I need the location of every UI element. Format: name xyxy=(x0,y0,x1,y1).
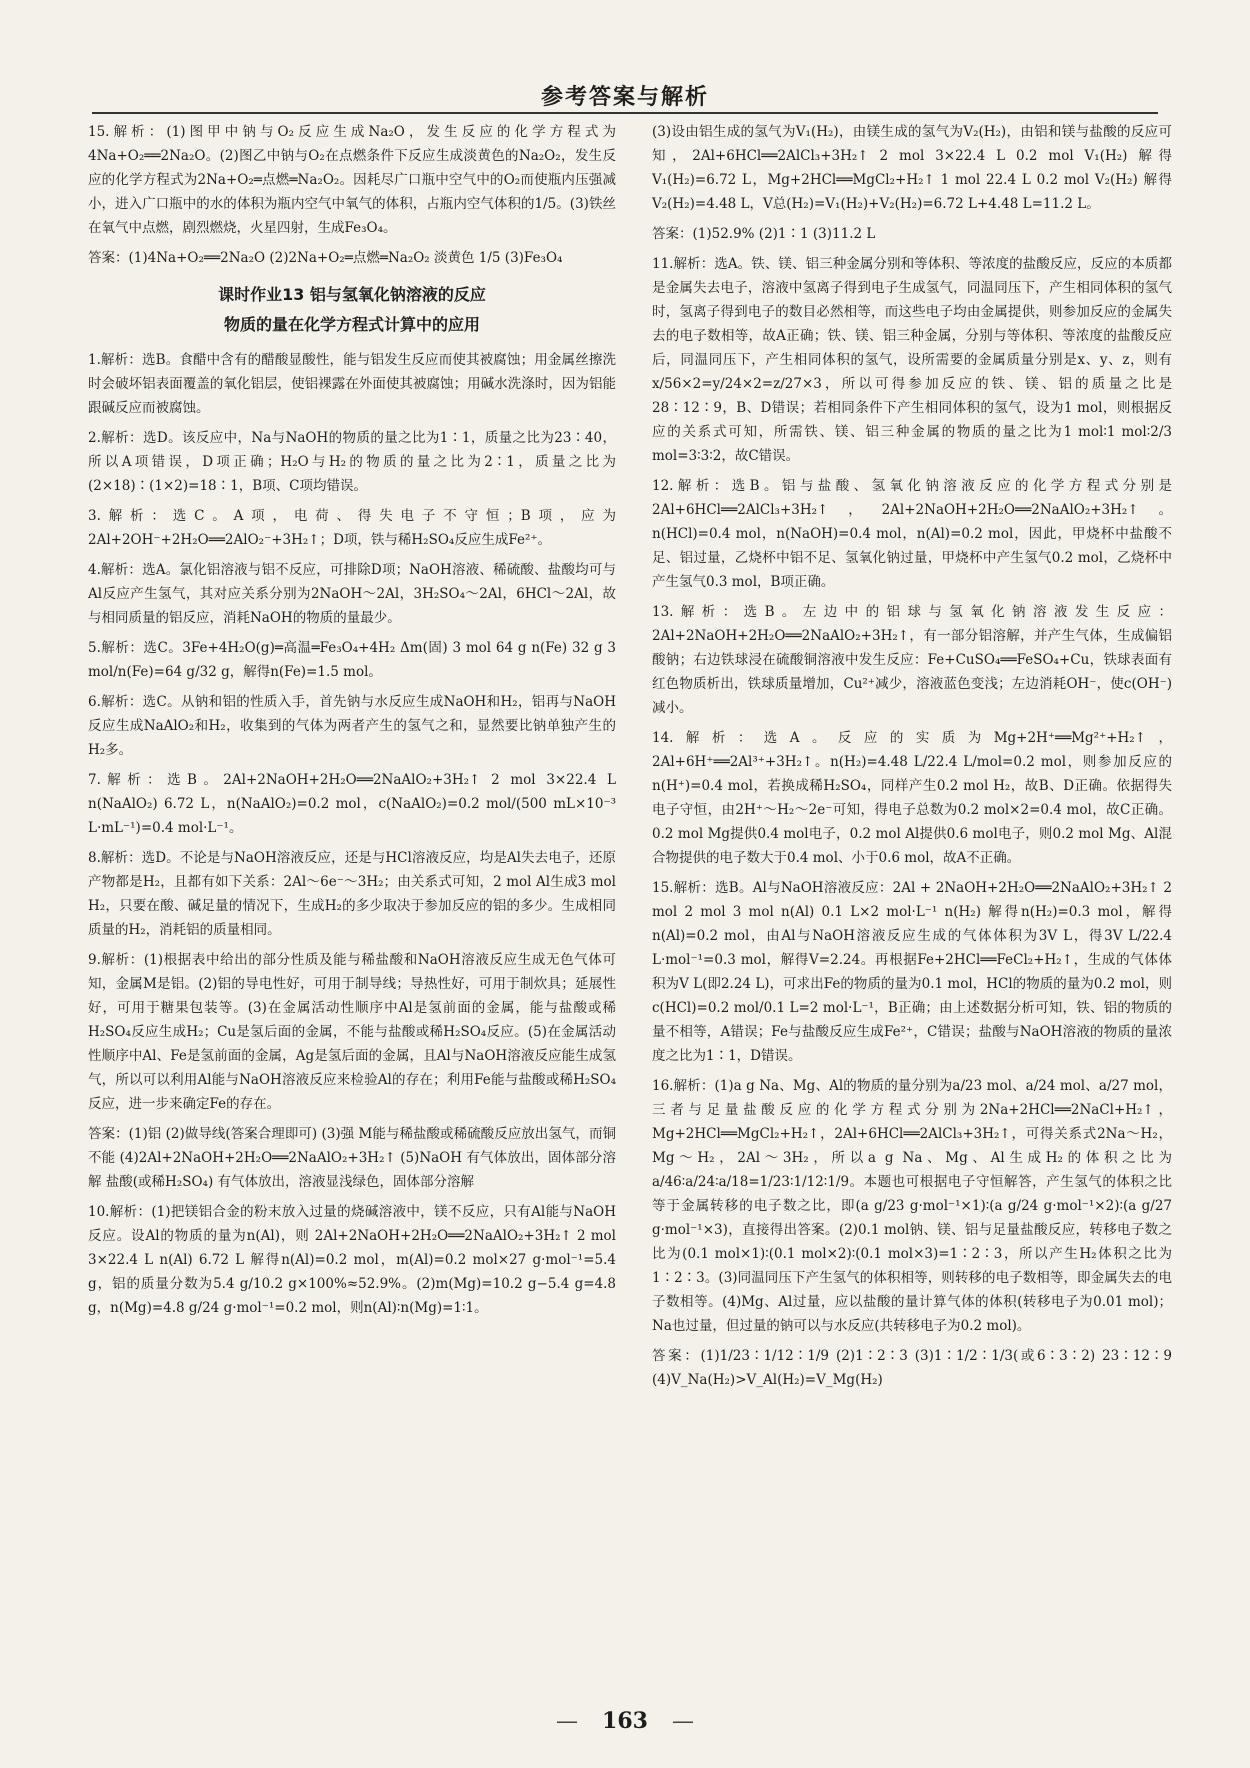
answer-8: 8.解析：选D。不论是与NaOH溶液反应，还是与HCl溶液反应，均是Al失去电子，还原产物都是H₂，且都有如下关系：2Al～6e⁻～3H₂；由关系式可知，2 mol Al生成3 mol H₂，只要在酸、碱足量的情况下，生成H₂的多少取决于参加反应的铝的多少。生成相同质量的H₂，消耗铝的质量相同。 xyxy=(88,850,616,938)
answer-15: 15.解析：选B。Al与NaOH溶液反应：2Al + 2NaOH+2H₂O══2NaAlO₂+3H₂↑ 2 mol 2 mol 3 mol n(Al) 0.1 L×2 mol·L⁻¹ n(H₂) 解得n(H₂)=0.3 mol，解得n(Al)=0.2 mol，由Al与NaOH溶液反应生成的气体体积为3V L，得3V L/22.4 L·mol⁻¹=0.3 mol，解得V=2.24。再根据Fe+2HCl══FeCl₂+H₂↑，生成的气体体积为V L(即2.24 L)，可求出Fe的物质的量为0.1 mol，HCl的物质的量为0.2 mol，则c(HCl)=0.2 mol/0.1 L=2 mol·L⁻¹，B正确；由上述数据分析可知，铁、铝的物质的量不相等，A错误；Fe与盐酸反应生成Fe²⁺，C错误；盐酸与NaOH溶液的物质的量浓度之比为1∶1，D错误。 xyxy=(652,880,1172,1064)
page-header-title: 参考答案与解析 xyxy=(540,85,709,110)
answer-10-result: 答案：(1)52.9% (2)1∶1 (3)11.2 L xyxy=(652,226,876,242)
answer-13: 13.解析：选B。左边中的铝球与氢氧化钠溶液发生反应：2Al+2NaOH+2H₂O══2NaAlO₂+3H₂↑，有一部分铝溶解，并产生气体，生成偏铝酸钠；右边铁球浸在硫酸铜溶液中发生反应：Fe+CuSO₄══FeSO₄+Cu，铁球表面有红色物质析出，铁球质量增加，Cu²⁺减少，溶液蓝色变浅；左边消耗OH⁻，使c(OH⁻)减小。 xyxy=(652,604,1172,716)
answer-11: 11.解析：选A。铁、镁、铝三种金属分别和等体积、等浓度的盐酸反应，反应的本质都是金属失去电子，溶液中氢离子得到电子生成氢气，同温同压下，产生相同体积的氢气时，氢离子得到电子的数目必然相等，而这些电子均由金属提供，则参加反应的金属失去的电子数相等，故A正确；铁、镁、铝三种金属，分别与等体积、等浓度的盐酸反应后，同温同压下，产生相同体积的氢气，设所需要的金属质量分别是x、y、z，则有x/56×2=y/24×2=z/27×3，所以可得参加反应的铁、镁、铝的质量之比是28∶12∶9，B、D错误；若相同条件下产生相同体积的氢气，设为1 mol，则根据反应的关系式可知，所需铁、镁、铝三种金属的物质的量之比为1 mol∶1 mol∶2/3 mol=3∶3∶2，故C错误。 xyxy=(652,256,1172,464)
answer-16: 16.解析：(1)a g Na、Mg、Al的物质的量分别为a/23 mol、a/24 mol、a/27 mol，三者与足量盐酸反应的化学方程式分别为2Na+2HCl══2NaCl+H₂↑，Mg+2HCl══MgCl₂+H₂↑，2Al+6HCl══2AlCl₃+3H₂↑，可得关系式2Na～H₂，Mg～H₂，2Al～3H₂，所以a g Na、Mg、Al生成H₂的体积之比为a/46∶a/24∶a/18=1/23∶1/12∶1/9。本题也可根据电子守恒解答，产生氢气的体积之比等于金属转移的电子数之比，即(a g/23 g·mol⁻¹×1)∶(a g/24 g·mol⁻¹×2)∶(a g/27 g·mol⁻¹×3)，直接得出答案。(2)0.1 mol钠、镁、铝与足量盐酸反应，转移电子数之比为(0.1 mol×1)∶(0.1 mol×2)∶(0.1 mol×3)=1∶2∶3，所以产生H₂体积之比为1∶2∶3。(3)同温同压下产生氢气的体积相等，则转移的电子数相等，即金属失去的电子数相等。(4)Mg、Al过量，应以盐酸的量计算气体的体积(转移电子为0.01 mol)；Na也过量，但过量的钠可以与水反应(共转移电子为0.2 mol)。 xyxy=(652,1078,1172,1334)
answer-7: 7.解析：选B。2Al+2NaOH+2H₂O══2NaAlO₂+3H₂↑ 2 mol 3×22.4 L n(NaAlO₂) 6.72 L，n(NaAlO₂)=0.2 mol，c(NaAlO₂)=0.2 mol/(500 mL×10⁻³ L·mL⁻¹)=0.4 mol·L⁻¹。 xyxy=(88,772,616,836)
page-header xyxy=(92,78,1158,114)
answer-10-continued: (3)设由铝生成的氢气为V₁(H₂)，由镁生成的氢气为V₂(H₂)，由铝和镁与盐酸的反应可知，2Al+6HCl══2AlCl₃+3H₂↑ 2 mol 3×22.4 L 0.2 mol V₁(H₂) 解得V₁(H₂)=6.72 L，Mg+2HCl══MgCl₂+H₂↑ 1 mol 22.4 L 0.2 mol V₂(H₂) 解得V₂(H₂)=4.48 L，V总(H₂)=V₁(H₂)+V₂(H₂)=6.72 L+4.48 L=11.2 L。 xyxy=(652,124,1172,212)
answer-4: 4.解析：选A。氯化铝溶液与铝不反应，可排除D项；NaOH溶液、稀硫酸、盐酸均可与Al反应产生氢气，其对应关系分别为2NaOH～2Al，3H₂SO₄～2Al，6HCl～2Al，故与相同质量的铝反应，消耗NaOH的物质的量最少。 xyxy=(88,562,616,626)
answer-14: 14.解析：选A。反应的实质为Mg+2H⁺══Mg²⁺+H₂↑，2Al+6H⁺══2Al³⁺+3H₂↑。n(H₂)=4.48 L/22.4 L/mol=0.2 mol，则参加反应的n(H⁺)=0.4 mol，若换成稀H₂SO₄，同样产生0.2 mol H₂，故B、D正确。依据得失电子守恒，由2H⁺～H₂～2e⁻可知，得电子总数为0.2 mol×2=0.4 mol，故C正确。0.2 mol Mg提供0.4 mol电子，0.2 mol Al提供0.6 mol电子，则0.2 mol Mg、Al混合物提供的电子数大于0.4 mol、小于0.6 mol，故A不正确。 xyxy=(652,730,1172,866)
answer-9: 9.解析：(1)根据表中给出的部分性质及能与稀盐酸和NaOH溶液反应生成无色气体可知，金属M是铝。(2)铝的导电性好，可用于制导线；导热性好，可用于制炊具；延展性好，可用于糖果包装等。(3)在金属活动性顺序中Al是氢前面的金属，能与盐酸或稀H₂SO₄反应生成H₂；Cu是氢后面的金属，不能与盐酸或稀H₂SO₄反应。(5)在金属活动性顺序中Al、Fe是氢前面的金属，Ag是氢后面的金属，且Al与NaOH溶液反应能生成氢气，所以可以利用Al能与NaOH溶液反应来检验Al的存在；利用Fe能与盐酸或稀H₂SO₄反应，进一步来确定Fe的存在。 xyxy=(88,952,616,1112)
right-column xyxy=(652,120,1172,1398)
page-number xyxy=(0,1708,1250,1734)
page-number-value: 163 xyxy=(602,1708,648,1734)
answer-1: 1.解析：选B。食醋中含有的醋酸显酸性，能与铝发生反应而使其被腐蚀；用金属丝擦洗时会破坏铝表面覆盖的氧化铝层，使铝裸露在外面使其被腐蚀；用碱水洗涤时，因为铝能跟碱反应而被腐蚀。 xyxy=(88,352,616,416)
answer-9-result: 答案：(1)铝 (2)做导线(答案合理即可) (3)强 M能与稀盐酸或稀硫酸反应放出氢气，而铜不能 (4)2Al+2NaOH+2H₂O══2NaAlO₂+3H₂↑ (5)NaOH 有气体放出，固体部分溶解 盐酸(或稀H₂SO₄) 有气体放出，溶液显浅绿色，固体部分溶解 xyxy=(88,1126,616,1190)
answer-15-prev-result: 答案：(1)4Na+O₂══2Na₂O (2)2Na+O₂═点燃═Na₂O₂ 淡黄色 1/5 (3)Fe₃O₄ xyxy=(88,250,563,266)
lesson-title-line-2: 物质的量在化学方程式计算中的应用 xyxy=(223,315,480,334)
lesson-title xyxy=(88,280,616,340)
lesson-title-line-1: 课时作业13 铝与氢氧化钠溶液的反应 xyxy=(218,285,486,304)
page-number-dash-left: — xyxy=(556,1709,579,1734)
answer-2: 2.解析：选D。该反应中，Na与NaOH的物质的量之比为1∶1，质量之比为23∶40，所以A项错误，D项正确；H₂O与H₂的物质的量之比为2∶1，质量之比为(2×18)∶(1×2)=18∶1，B项、C项均错误。 xyxy=(88,430,616,494)
left-column xyxy=(88,120,616,1326)
answer-5: 5.解析：选C。3Fe+4H₂O(g)═高温═Fe₃O₄+4H₂ Δm(固) 3 mol 64 g n(Fe) 32 g 3 mol/n(Fe)=64 g/32 g，解得n(Fe)=1.5 mol。 xyxy=(88,640,616,680)
page-number-dash-right: — xyxy=(671,1709,694,1734)
answer-15-prev: 15.解析：(1)图甲中钠与O₂反应生成Na₂O，发生反应的化学方程式为4Na+O₂══2Na₂O。(2)图乙中钠与O₂在点燃条件下反应生成淡黄色的Na₂O₂，发生反应的化学方程式为2Na+O₂═点燃═Na₂O₂。因耗尽广口瓶中空气中的O₂而使瓶内压强减小，进入广口瓶中的水的体积为瓶内空气中氧气的体积，占瓶内空气体积的1/5。(3)铁丝在氧气中点燃，剧烈燃烧，火星四射，生成Fe₃O₄。 xyxy=(88,124,616,236)
answer-10: 10.解析：(1)把镁铝合金的粉末放入过量的烧碱溶液中，镁不反应，只有Al能与NaOH反应。设Al的物质的量为n(Al)，则 2Al+2NaOH+2H₂O══2NaAlO₂+3H₂↑ 2 mol 3×22.4 L n(Al) 6.72 L 解得n(Al)=0.2 mol，m(Al)=0.2 mol×27 g·mol⁻¹=5.4 g，铝的质量分数为5.4 g/10.2 g×100%≈52.9%。(2)m(Mg)=10.2 g−5.4 g=4.8 g，n(Mg)=4.8 g/24 g·mol⁻¹=0.2 mol，则n(Al)∶n(Mg)=1∶1。 xyxy=(88,1204,616,1316)
answer-16-result: 答案：(1)1/23∶1/12∶1/9 (2)1∶2∶3 (3)1∶1/2∶1/3(或6∶3∶2) 23∶12∶9 (4)V_Na(H₂)>V_Al(H₂)=V_Mg(H₂) xyxy=(652,1348,1172,1388)
answer-3: 3.解析：选C。A项，电荷、得失电子不守恒；B项，应为2Al+2OH⁻+2H₂O══2AlO₂⁻+3H₂↑；D项，铁与稀H₂SO₄反应生成Fe²⁺。 xyxy=(88,508,616,548)
answer-12: 12.解析：选B。铝与盐酸、氢氧化钠溶液反应的化学方程式分别是2Al+6HCl══2AlCl₃+3H₂↑，2Al+2NaOH+2H₂O══2NaAlO₂+3H₂↑。n(HCl)=0.4 mol，n(NaOH)=0.4 mol，n(Al)=0.2 mol，因此，甲烧杯中盐酸不足、铝过量，乙烧杯中铝不足、氢氧化钠过量，甲烧杯中产生氢气0.2 mol，乙烧杯中产生氢气0.3 mol，B项正确。 xyxy=(652,478,1172,590)
answer-6: 6.解析：选C。从钠和铝的性质入手，首先钠与水反应生成NaOH和H₂，铝再与NaOH反应生成NaAlO₂和H₂，收集到的气体为两者产生的氢气之和，显然要比钠单独产生的H₂多。 xyxy=(88,694,616,758)
